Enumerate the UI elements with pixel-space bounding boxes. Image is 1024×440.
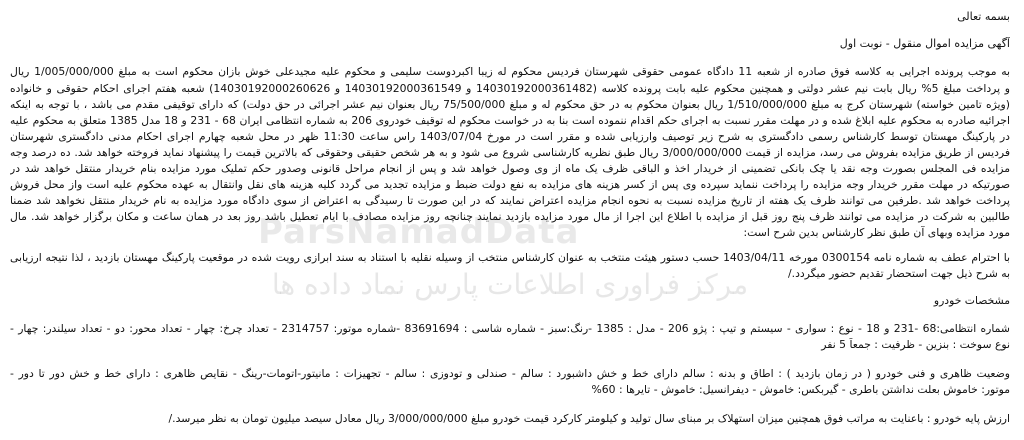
heading-title: آگهی مزایده اموال منقول - نوبت اول <box>839 37 1010 50</box>
appraisal-line: ارزش پایه خودرو : باعنایت به مراتب فوق همچنین میزان استهلاک بر مبنای سال تولید و کیلومتر کارکرد قیمت خودرو مبلغ 3/000/000/000 ریال معادل سیصد میلیون تومان به نظر میرسد./ <box>168 412 1010 425</box>
watermark-logo: ParsNamadData <box>258 212 580 252</box>
paragraph-line: طالبین به شرکت در مزایده می توانند ظرف پنج روز قبل از مزایده با اطلاع این اجرا از مال مورد مزایده بازدید نمایند چنانچه روز مزایده مصادف با ایام تعطیل باشد روز بعد در همان ساعت و مکان برگزار خواهد شد. مال <box>10 210 1010 223</box>
paragraph-line: صورتیکه در مهلت مقرر خریدار وجه مزایده را پرداخت ننماید سپرده وی پس از کسر هزینه های مزایده به نفع دولت ضبط و مزایده تجدید می گردد کلیه هزینه های نقل وانتقال به عهده محکوم علیه است واز محل فروش <box>10 178 1010 191</box>
paragraph-line: با احترام عطف به شماره نامه 0300154 مورخه 1403/04/11 حسب دستور هیئت منتخب به عنوان کارشناس منتخب از وسیله نقلیه با استناد به سند ابرازی رویت شده در موقعیت پارکینگ مهستان بازدید ، لذا نتیجه ارزیابی <box>10 251 1010 264</box>
paragraph-line: پرداخت خواهد شد .طرفین می توانند ظرف یک هفته از تاریخ مزایده نسبت به نحوه انجام مزایده اعتراض نمایند که در این صورت تا رسیدگی به اعتراض از سوی دادگاه مورد مزایده به نام خریدار منتقل نخواهد شد ضمنا <box>10 194 1010 207</box>
condition-line: موتور: خاموش بعلت نداشتن باطری - گیربکس: خاموش - دیفرانسیل: خاموش - تایرها : 60% <box>591 383 1010 396</box>
spec-line: شماره انتظامی:68 -231 و 18 - نوع : سواری - سیستم و تیپ : پژو 206 - مدل : 1385 -رنگ:سبز - شماره شاسی : 83691694 -شماره موتور: 2314757 - تعداد چرخ: چهار - تعداد محور: دو - تعداد سیلندر: چهار - <box>10 322 1010 335</box>
paragraph-line: مزایده فی المجلس بصورت وجه نقد یا چک بانکی تضمینی از خریدار اخذ و الباقی ظرف یک ماه از وی وصول خواهد شد و پس از انجام مراحل قانونی وصدور حکم تملیک مورد مزایده بنام خریدار منتقل خواهد شد در <box>10 162 1010 175</box>
paragraph-line: در پارکینگ مهستان توسط کارشناس رسمی دادگستری به شرح زیر توصیف وارزیابی شده و مقرر است در مورخ 1403/07/04 راس ساعت 11:30 ظهر در محل شعبه چهارم اجرای احکام مدنی دادگستری شهرستان <box>10 130 1010 143</box>
heading-basmala: بسمه تعالی <box>957 10 1010 23</box>
paragraph-line: مورد مزایده وبهای آن طبق نظر کارشناس بدین شرح است: <box>743 226 1010 239</box>
paragraph-line: فردیس از طریق مزایده بفروش می رسد، مزایده از قیمت 3/000/000/000 ریال طبق نظریه کارشناسی شروع می شود و به هر شخص حقیقی وحقوقی که بالاترین قیمت را پیشنهاد نماید فروخته خواهد شد. ده درصد وجه <box>10 146 1010 159</box>
condition-line: وضعیت ظاهری و فنی خودرو ( در زمان بازدید ) : اطاق و بدنه : سالم دارای خط و خش داشبورد : سالم - صندلی و تودوزی : سالم - تجهیزات : مانیتور-اتومات-رینگ - نقایص ظاهری : دارای خط و خش دور تا دور - <box>10 367 1010 380</box>
watermark-text: مرکز فراوری اطلاعات پارس نماد داده ها <box>271 268 749 301</box>
paragraph-line: اجرائیه صادره به محکوم علیه ابلاغ شده و در مهلت مقرر نسبت به اجرای حکم اقدام ننموده است بنا به در خواست محکوم له توقیف خودروی 206 به شماره انتظامی ایران 68 - 231 و 18 مدل 1385 متعلق به محکوم علیه <box>10 114 1010 127</box>
paragraph-line: (ویژه تامین خواسته) شهرستان کرج به مبلغ 1/510/000/000 ریال بعنوان محکوم به در حق محکوم له و مبلغ 75/500/000 ریال بعنوان نیم عشر اجرائی در حق دولت) که دارای توقیفی مقدم می باشد ، با توجه به اینکه <box>10 98 1010 111</box>
paragraph-line: به شرح ذیل جهت استحضار تقدیم حضور میگردد./ <box>788 267 1010 280</box>
paragraph-line: و پرداخت مبلغ 5% ریال بابت نیم عشر دولتی و همچنین محکوم علیه بابت پرونده کلاسه (14030192000361482 و 14030192000361549 و 14030192000260626) شعبه هفتم اجرای احکام حقوقی و خانواده <box>10 82 1010 95</box>
paragraph-line: به موجب پرونده اجرایی به کلاسه فوق صادره از شعبه 11 دادگاه عمومی حقوقی شهرستان فردیس محکوم له زیبا اکبردوست سلیمی و محکوم علیه مجیدعلی خوش بازان محکوم است به مبلغ 1/005/000/000 ریال <box>10 65 1010 78</box>
spec-line: نوع سوخت : بنزین - ظرفیت : جمعاً 5 نفر <box>821 338 1010 351</box>
section-title: مشخصات خودرو <box>933 294 1010 307</box>
